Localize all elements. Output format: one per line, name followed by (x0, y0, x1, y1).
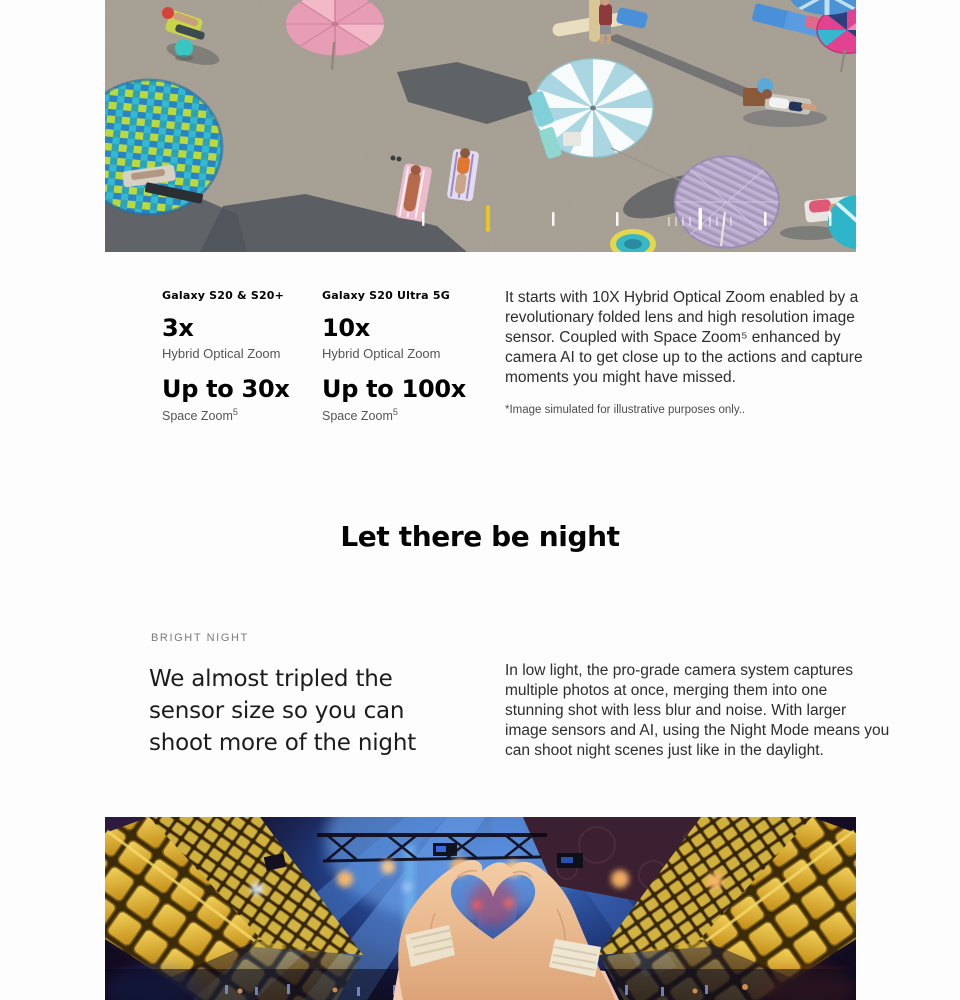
spec-optical-zoom-value: 10x (322, 314, 370, 342)
footnote-marker: 5 (392, 407, 398, 417)
zoom-scale-major-tick (699, 208, 703, 230)
zoom-description-paragraph: It starts with 10X Hybrid Optical Zoom enabled by a revolutionary folded lens and high resolution image sensor. Coupled with Space Zoom⁵ enhanced by camera AI to get close up to the actions and capture moments you might have missed. (505, 289, 863, 386)
concert-photo-illustration (105, 817, 856, 1000)
footnote-marker: 5 (232, 407, 238, 417)
zoom-scale-active-tick (486, 205, 490, 232)
spec-model-name: Galaxy S20 & S20+ (162, 289, 285, 302)
night-heading: We almost tripled the sensor size so you can shoot more of the night (149, 666, 417, 756)
spec-space-zoom-label: Space Zoom$^5$ (162, 407, 238, 424)
spec-optical-zoom-label: Hybrid Optical Zoom (162, 346, 281, 361)
bright-night-eyebrow: BRIGHT NIGHT (151, 632, 249, 644)
night-section-title: Let there be night (340, 520, 620, 553)
spec-optical-zoom-value: 3x (162, 314, 194, 342)
spec-column-s20 (162, 289, 290, 423)
beach-zoom-photo (105, 0, 856, 252)
spec-space-zoom-value: Up to 30x (162, 375, 290, 403)
spec-model-name: Galaxy S20 Ultra 5G (322, 289, 450, 302)
spec-space-zoom-label: Space Zoom$^5$ (322, 407, 398, 424)
spec-space-zoom-value: Up to 100x (322, 375, 466, 403)
concert-night-photo (105, 817, 856, 1000)
spec-optical-zoom-label: Hybrid Optical Zoom (322, 346, 441, 361)
spec-column-s20-ultra (322, 289, 466, 423)
night-description-paragraph: In low light, the pro-grade camera system captures multiple photos at once, merging them into one stunning shot with less blur and noise. With larger image sensors and AI, using the Night Mode means you can shoot night scenes just like in the daylight. (505, 662, 890, 759)
lavender-umbrella (675, 156, 779, 248)
image-disclaimer: *Image simulated for illustrative purposes only.. (505, 404, 746, 416)
beach-photo-illustration (105, 0, 856, 252)
